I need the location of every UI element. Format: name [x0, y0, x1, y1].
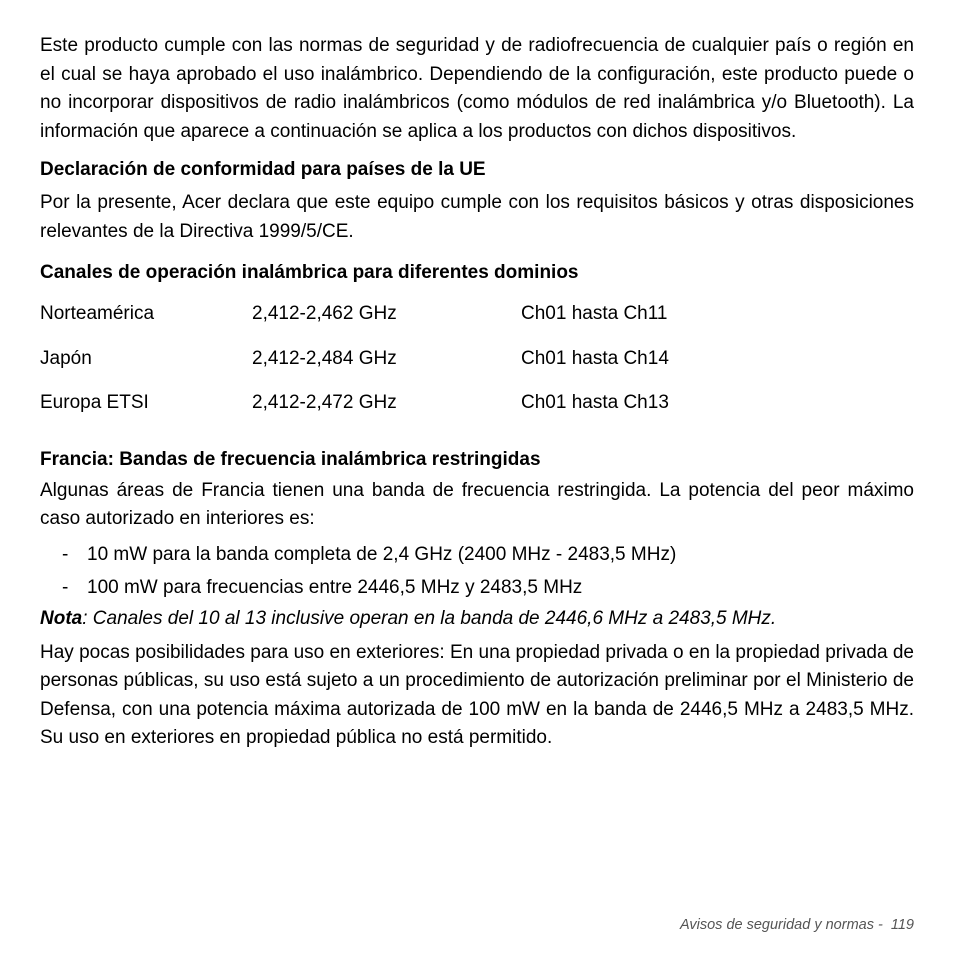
channel-band: 2,412-2,472 GHz: [252, 392, 397, 413]
channel-row: [40, 348, 914, 393]
france-bullet-list: [40, 538, 914, 605]
channel-range: Ch01 hasta Ch13: [521, 392, 669, 413]
list-item: [40, 571, 914, 605]
france-heading: Francia: Bandas de frecuencia inalámbrica restringidas: [40, 448, 541, 470]
page-number: 119: [890, 917, 914, 933]
eu-declaration-heading: Declaración de conformidad para países de la UE: [40, 159, 486, 180]
footer-title: Avisos de seguridad y normas -: [679, 917, 887, 933]
channel-row: [40, 392, 914, 437]
outdoor-paragraph: Hay pocas posibilidades para uso en exteriores: En una propiedad privada o en la propiedad privada de personas públicas, su uso está sujeto a un procedimiento de autorización preliminar por el Ministerio de Defensa, con una potencia máxima autorizada de 100 mW en la banda de 2446,5 MHz a 2483,5 MHz. Su uso en exteriores en propiedad pública no está permitido.: [40, 641, 914, 748]
channel-region: Japón: [40, 347, 92, 369]
bullet-text: 10 mW para la banda completa de 2,4 GHz (2400 MHz - 2483,5 MHz): [87, 543, 677, 565]
bullet-dash: -: [62, 577, 69, 598]
intro-paragraph: Este producto cumple con las normas de seguridad y de radiofrecuencia de cualquier país o región en el cual se haya aprobado el uso inalámbrico. Dependiendo de la configuración, este producto puede o no incorporar dispositivos de radio inalámbricos (como módulos de red inalámbrica y/o Bluetooth). La información que aparece a continuación se aplica a los productos con dichos dispositivos.: [40, 35, 914, 142]
document-page: [40, 32, 914, 753]
channel-band: 2,412-2,462 GHz: [252, 303, 397, 324]
channel-range: Ch01 hasta Ch11: [521, 303, 668, 324]
france-paragraph: Algunas áreas de Francia tienen una banda de frecuencia restringida. La potencia del peor máximo caso autorizado en interiores es:: [40, 479, 914, 529]
note-label: Nota: [40, 607, 83, 629]
channel-region: Norteamérica: [40, 303, 155, 324]
channels-heading: Canales de operación inalámbrica para diferentes dominios: [40, 262, 579, 283]
note-text: : Canales del 10 al 13 inclusive operan en la banda de 2446,6 MHz a 2483,5 MHz.: [82, 607, 777, 629]
bullet-text: 100 mW para frecuencias entre 2446,5 MHz y 2483,5 MHz: [87, 577, 583, 598]
channel-range: Ch01 hasta Ch14: [521, 347, 669, 369]
channels-table: [40, 303, 914, 437]
note-paragraph: [40, 605, 914, 633]
eu-declaration-paragraph: Por la presente, Acer declara que este equipo cumple con los requisitos básicos y otras disposiciones relevantes de la Directiva 1999/5/CE.: [40, 192, 914, 242]
channel-region: Europa ETSI: [40, 392, 149, 413]
channel-band: 2,412-2,484 GHz: [252, 347, 397, 369]
bullet-dash: -: [62, 543, 69, 565]
page-footer: [680, 917, 914, 933]
channel-row: [40, 303, 914, 348]
list-item: [40, 538, 914, 572]
